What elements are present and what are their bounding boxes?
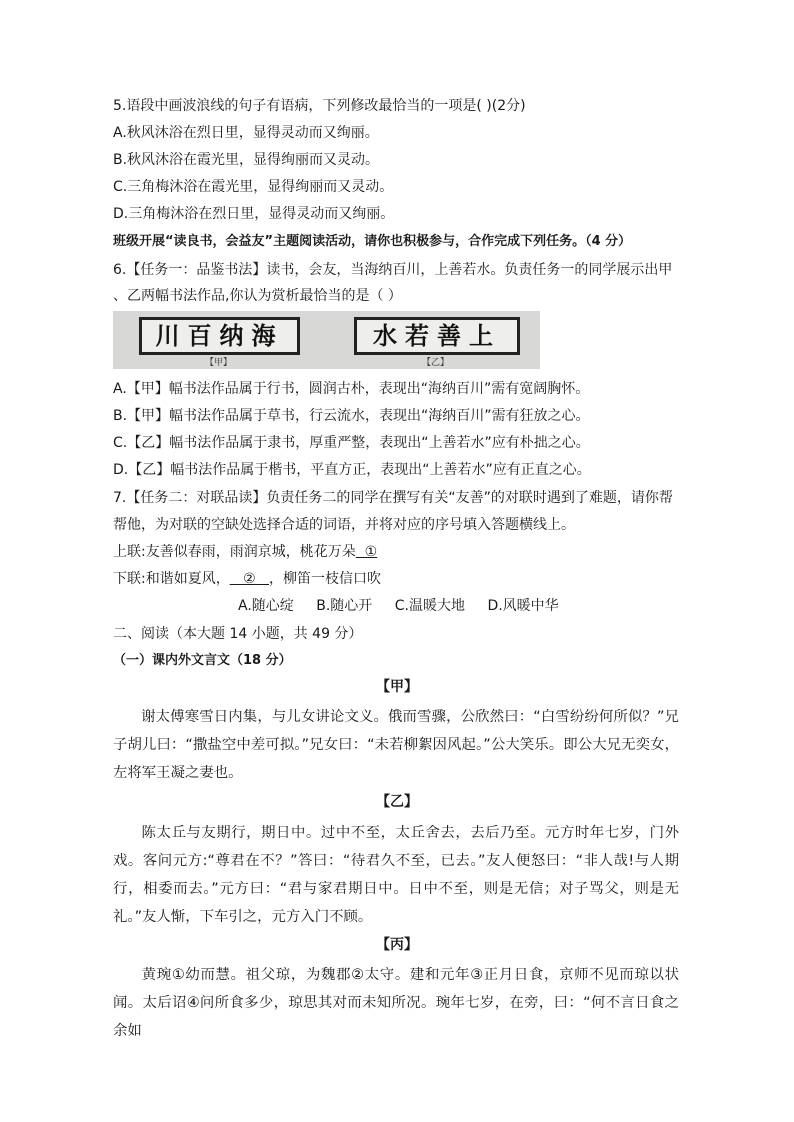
q7-upper-blank — [356, 544, 377, 560]
calligraphy-jia-text: 川百纳海 — [155, 321, 284, 350]
calligraphy-image — [113, 311, 540, 369]
q6-stem-line1: 6.【任务一：品鉴书法】读书，会友，当海纳百川，上善若水。负责任务一的同学展示出甲 — [113, 262, 673, 278]
q7-choice-c: C.温暖大地 — [394, 598, 465, 614]
calligraphy-yi-text: 水若善上 — [373, 321, 501, 350]
q6-stem-line2: 、乙两幅书法作品,你认为赏析最恰当的是（ ） — [113, 288, 402, 304]
q7-upper-blank-mark: ① — [364, 544, 378, 560]
q6-option-d: D.【乙】幅书法作品属于楷书，平直方正，表现出“上善若水”应有正直之心。 — [113, 462, 591, 478]
q6-option-c: C.【乙】幅书法作品属于隶书，厚重严整，表现出“上善若水”应有朴拙之心。 — [113, 435, 590, 451]
text-bing-body — [113, 961, 679, 1045]
text-yi-title: 【乙】 — [376, 794, 418, 810]
activity-intro: 班级开展“读良书，会益友”主题阅读活动，请你也积极参与，合作完成下列任务。（4 分） — [113, 234, 632, 249]
text-yi-content: 陈太丘与友期行，期日中。过中不至，太丘舍去，去后乃至。元方时年七岁，门外戏。客问元方:“尊君在不？”答曰：“待君久不至，已去。”友人便怒曰：“非人哉!与人期行，相委而去。”元方曰：“君与家君期日中。日中不至，则是无信；对子骂父，则是无礼。”友人惭，下车引之，元方入门不顾。 — [113, 825, 679, 925]
section2-sub1: （一）课内外文言文（18 分） — [113, 653, 292, 668]
q7-upper-couplet — [113, 542, 377, 562]
q7-choice-d: D.风暖中华 — [487, 598, 559, 614]
q6-option-b: B.【甲】幅书法作品属于草书，行云流水，表现出“海纳百川”需有狂放之心。 — [113, 408, 590, 424]
q7-lower-suffix: ，柳笛一枝信口吹 — [269, 571, 381, 587]
q7-stem-line2: 帮他，为对联的空缺处选择合适的词语，并将对应的序号填入答题横线上。 — [113, 517, 575, 533]
text-yi-body — [113, 819, 679, 931]
q5-option-a: A.秋风沐浴在烈日里，显得灵动而又绚丽。 — [113, 125, 379, 141]
calligraphy-jia-board — [139, 317, 300, 355]
q7-stem-line1: 7.【任务二：对联品读】负责任务二的同学在撰写有关“友善”的对联时遇到了难题，请你帮 — [113, 490, 673, 506]
q7-upper-text: 上联:友善似春雨，雨润京城，桃花万朵 — [113, 544, 356, 560]
q7-choice-b: B.随心开 — [316, 598, 373, 614]
calligraphy-yi-board — [354, 317, 520, 355]
q7-lower-blank-mark: ② — [243, 571, 256, 587]
text-bing-content: 黄琬①幼而慧。祖父琼，为魏郡②太守。建和元年③正月日食，京师不见而琼以状闻。太后诏④问所食多少，琼思其对而未知所况。琬年七岁，在旁，曰：“何不言日食之余如 — [113, 967, 679, 1039]
q5-option-b: B.秋风沐浴在霞光里，显得绚丽而又灵动。 — [113, 152, 380, 168]
text-bing-title: 【丙】 — [376, 937, 418, 953]
section2-title: 二、阅读（本大题 14 小题，共 49 分） — [113, 626, 363, 642]
text-jia-content: 谢太傅寒雪日内集，与儿女讲论文义。俄而雪骤，公欣然曰：“白雪纷纷何所似？”兄子胡儿曰：“撒盐空中差可拟。”兄女曰：“未若柳絮因风起。”公大笑乐。即公大兄无奕女，左将军王凝之妻也。 — [113, 709, 679, 781]
q5-option-c: C.三角梅沐浴在霞光里，显得绚丽而又灵动。 — [113, 179, 394, 195]
q7-choices — [238, 596, 577, 616]
q7-lower-couplet — [113, 569, 381, 589]
q6-option-a: A.【甲】幅书法作品属于行书，圆润古朴，表现出“海纳百川”需有宽阔胸怀。 — [113, 381, 590, 397]
q7-lower-prefix: 下联:和谐如夏风， — [113, 571, 230, 587]
q5-stem: 5.语段中画波浪线的句子有语病，下列修改最恰当的一项是( )(2分) — [113, 98, 526, 114]
q5-option-d: D.三角梅沐浴在烈日里，显得灵动而又绚丽。 — [113, 206, 395, 222]
text-jia-title: 【甲】 — [376, 679, 418, 695]
q7-choice-a: A.随心绽 — [238, 598, 294, 614]
text-jia-body — [113, 703, 679, 787]
calligraphy-jia-tag: 【甲】 — [205, 358, 233, 368]
calligraphy-yi-tag: 【乙】 — [422, 358, 450, 368]
q7-lower-blank — [230, 571, 269, 587]
